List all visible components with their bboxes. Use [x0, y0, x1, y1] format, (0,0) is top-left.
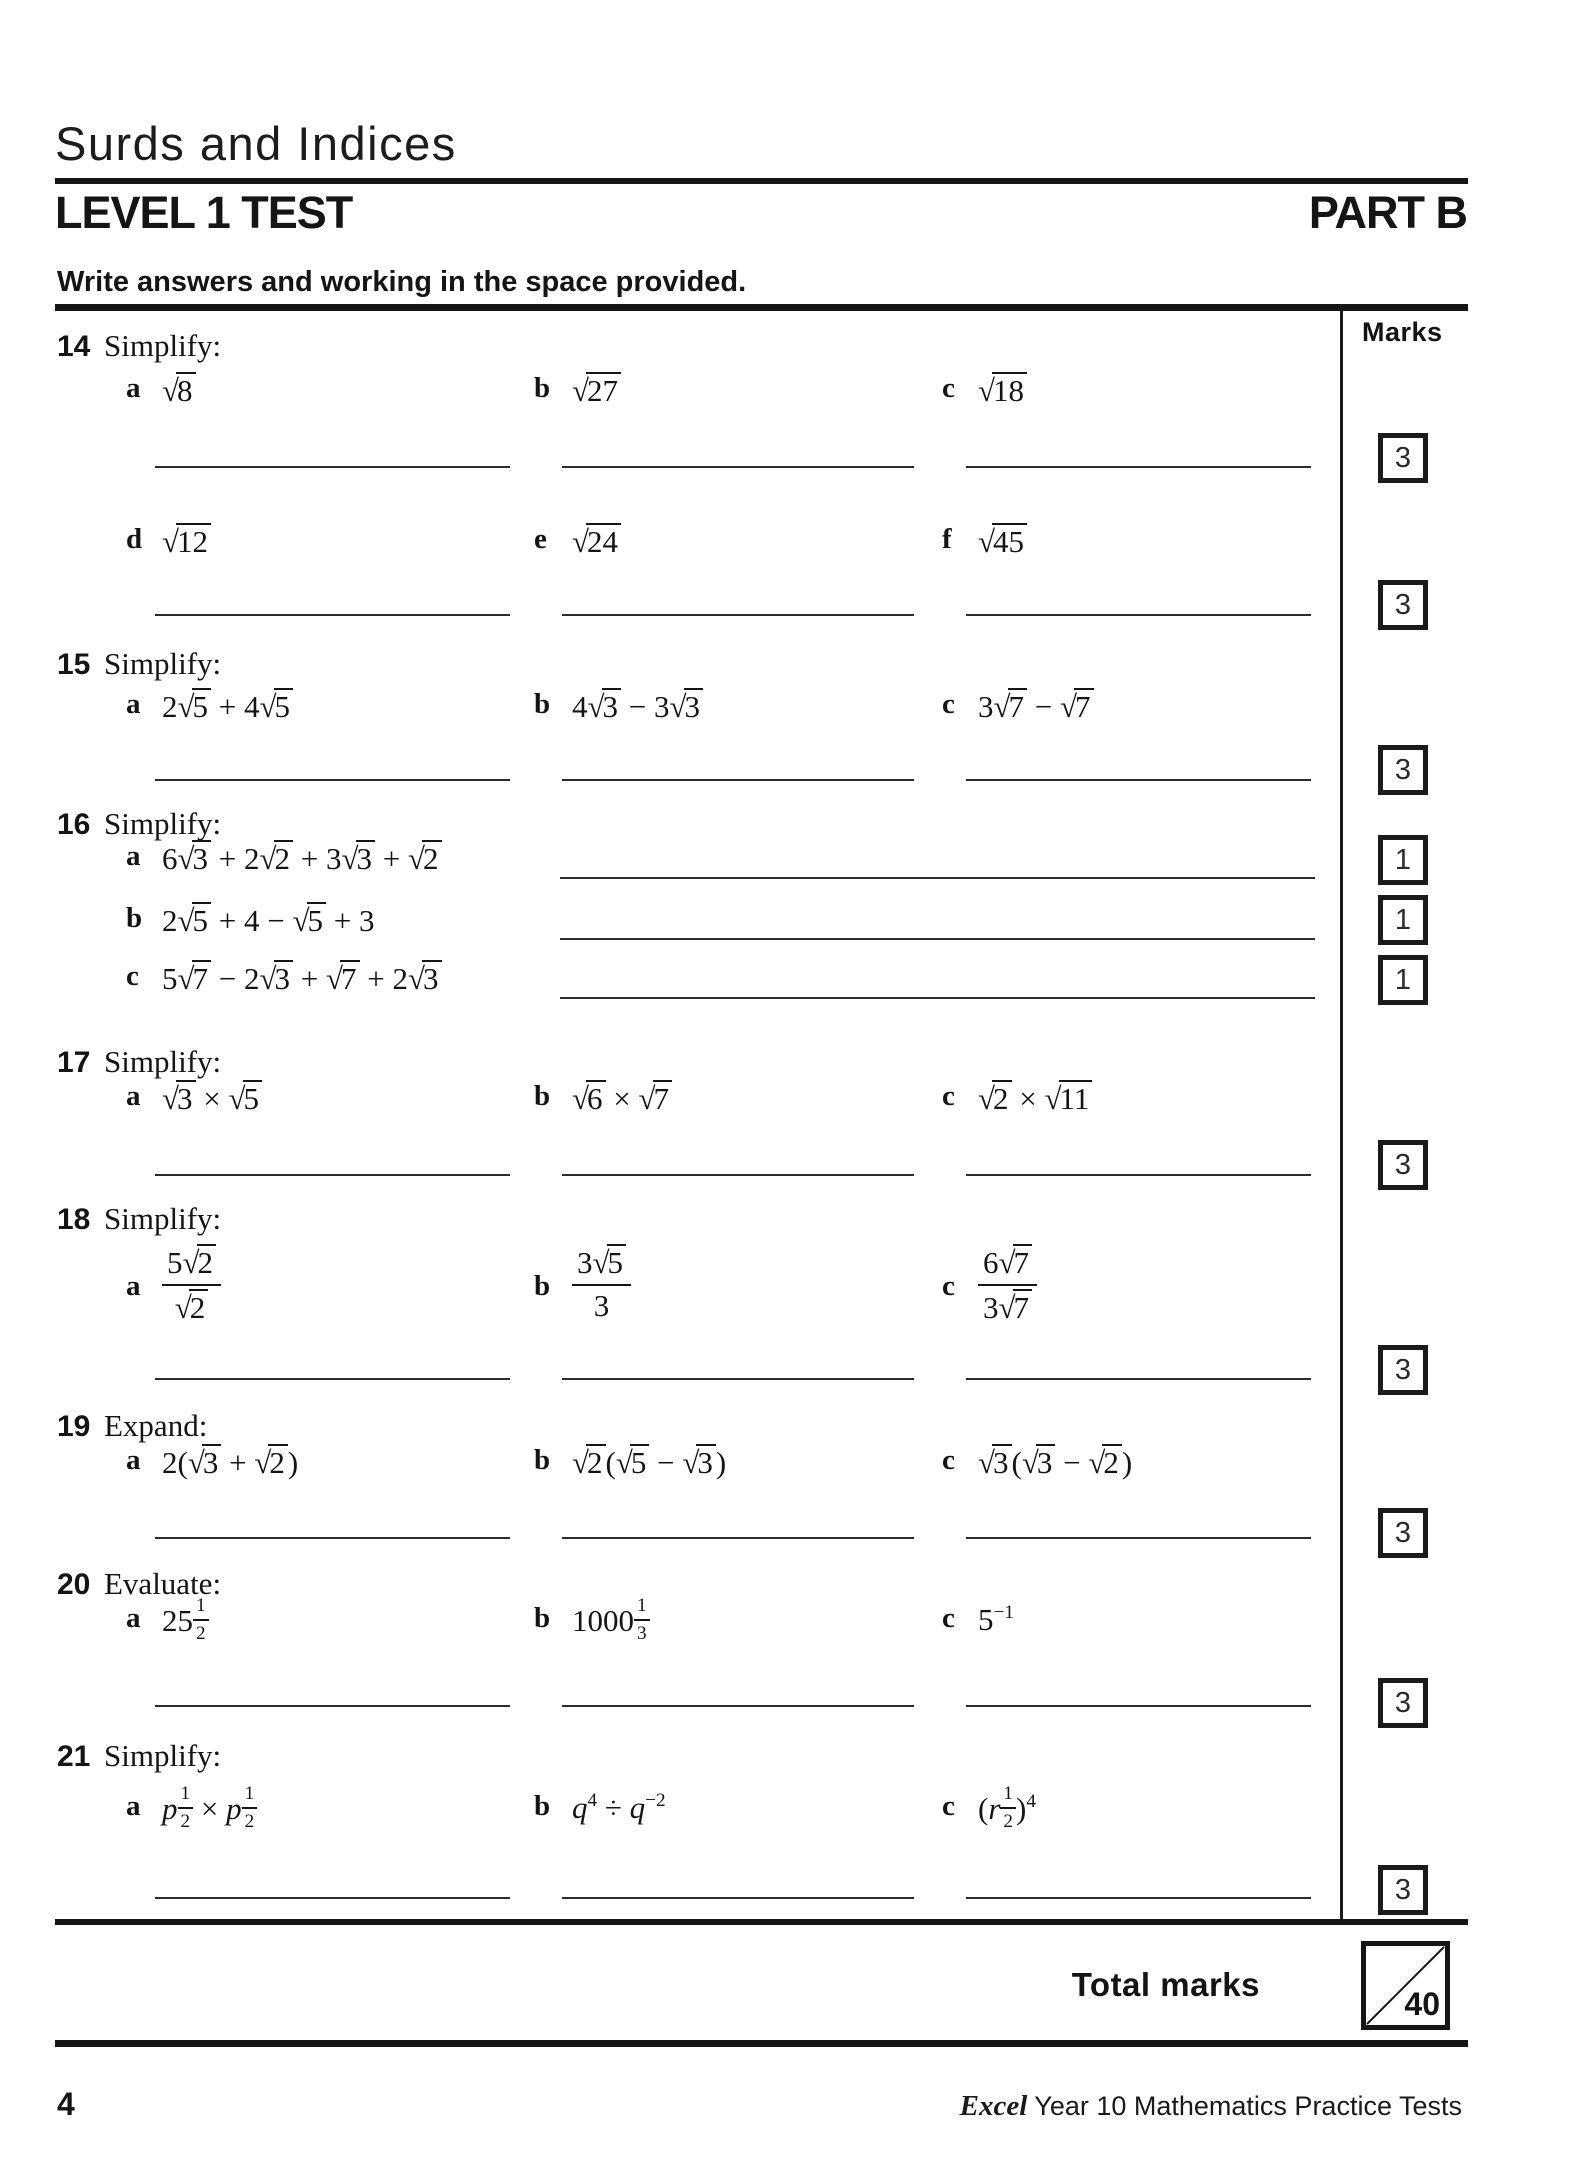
- marks-column-divider: [1340, 304, 1343, 1925]
- item-label: b: [534, 1080, 551, 1112]
- item-label: b: [534, 1790, 551, 1822]
- math-expression: $\frac{3√5}{3}$: [572, 1243, 631, 1323]
- item-label: b: [534, 372, 551, 404]
- math-expression: 6√3 + 2√2 + 3√3 + √2: [162, 840, 442, 878]
- math-expression: 2√5 + 4 − √5 + 3: [162, 903, 375, 938]
- level-row: [55, 187, 1467, 239]
- question-prompt: Expand:: [104, 1408, 208, 1443]
- item-label: c: [126, 960, 139, 992]
- math-expression: 4√3 − 3√3: [572, 688, 703, 726]
- math-expression: √3 × √5: [162, 1080, 262, 1118]
- item-label: a: [126, 1444, 141, 1476]
- answer-line: [562, 614, 914, 616]
- answer-line: [155, 779, 510, 781]
- question-number: 21: [57, 1740, 91, 1773]
- answer-line: [560, 877, 1315, 879]
- item-label: a: [126, 1080, 141, 1112]
- total-marks-value: 40: [1404, 1986, 1440, 2022]
- question-number: 16: [57, 808, 91, 841]
- item-label: d: [126, 523, 143, 555]
- marks-box: [1378, 1865, 1428, 1915]
- item-label: b: [126, 902, 143, 934]
- math-expression: $\frac{6√7}{3√7}$: [978, 1243, 1037, 1325]
- math-expression: √3(√3 − √2): [978, 1445, 1133, 1480]
- math-expression: 2√5 + 4√5: [162, 688, 293, 726]
- marks-value: 3: [1394, 1516, 1412, 1549]
- marks-value: 1: [1394, 903, 1412, 936]
- marks-box: [1378, 895, 1428, 945]
- instruction-text: Write answers and working in the space provided.: [57, 266, 747, 298]
- item-label: f: [942, 523, 952, 555]
- item-label: a: [126, 1270, 141, 1302]
- answer-line: [562, 1537, 914, 1539]
- marks-column-header: Marks: [1362, 317, 1443, 347]
- answer-line: [966, 1705, 1311, 1707]
- math-expression: 1000 $\frac{1}{3}$: [572, 1602, 650, 1651]
- marks-value: 3: [1394, 753, 1412, 786]
- math-expression: √27: [572, 372, 621, 410]
- marks-value: 3: [1394, 1873, 1412, 1906]
- item-label: c: [942, 372, 955, 404]
- answer-line: [966, 466, 1311, 468]
- item-label: c: [942, 1080, 955, 1112]
- math-expression: √12: [162, 523, 211, 561]
- math-expression: √18: [978, 372, 1027, 410]
- item-label: c: [942, 1790, 955, 1822]
- marks-value: 1: [1394, 963, 1412, 996]
- answer-line: [562, 779, 914, 781]
- part-label: PART B: [1308, 187, 1467, 238]
- answer-line: [966, 1537, 1311, 1539]
- item-label: e: [534, 523, 547, 555]
- marks-box: [1378, 433, 1428, 483]
- book-credit: [600, 2090, 1462, 2123]
- math-expression: 3√7 − √7: [978, 688, 1094, 726]
- item-label: c: [942, 1270, 955, 1302]
- item-label: a: [126, 688, 141, 720]
- question-number: 20: [57, 1568, 91, 1601]
- content-bottom-rule: [55, 1919, 1468, 1925]
- item-label: b: [534, 1444, 551, 1476]
- answer-line: [560, 997, 1315, 999]
- math-expression: √6 × √7: [572, 1080, 672, 1118]
- question-prompt: Simplify:: [104, 1044, 222, 1079]
- marks-box: [1378, 745, 1428, 795]
- question-prompt: Simplify:: [104, 1738, 222, 1773]
- marks-value: 3: [1394, 441, 1412, 474]
- answer-line: [155, 614, 510, 616]
- math-expression: 5−1: [978, 1602, 1014, 1637]
- title-rule: [55, 178, 1468, 184]
- answer-line: [562, 466, 914, 468]
- math-expression: 5√7 − 2√3 + √7 + 2√3: [162, 960, 442, 998]
- book-brand: Excel: [959, 2090, 1028, 2122]
- question-number: 18: [57, 1203, 91, 1236]
- math-expression: √2(√5 − √3): [572, 1445, 727, 1480]
- total-marks-box: [1361, 1941, 1450, 2030]
- marks-value: 3: [1394, 1686, 1412, 1719]
- answer-line: [155, 1537, 510, 1539]
- math-expression: p $\frac{1}{2}$ × p $\frac{1}{2}$: [162, 1790, 257, 1839]
- page-number: 4: [57, 2086, 75, 2122]
- math-expression: √2 × √11: [978, 1080, 1092, 1118]
- item-label: a: [126, 372, 141, 404]
- answer-line: [562, 1705, 914, 1707]
- question-prompt: Simplify:: [104, 646, 222, 681]
- answer-line: [560, 938, 1315, 940]
- item-label: b: [534, 1602, 551, 1634]
- item-label: c: [942, 1602, 955, 1634]
- question-number: 14: [57, 330, 91, 363]
- item-label: a: [126, 1602, 141, 1634]
- item-label: a: [126, 1790, 141, 1822]
- question-number: 15: [57, 648, 91, 681]
- math-expression: 2(√3 + √2): [162, 1445, 299, 1480]
- content-top-rule: [55, 304, 1468, 311]
- total-marks-label: Total marks: [1071, 1966, 1260, 2003]
- item-label: c: [942, 688, 955, 720]
- item-label: a: [126, 840, 141, 872]
- math-expression: √8: [162, 372, 196, 410]
- marks-box: [1378, 955, 1428, 1005]
- marks-box: [1378, 1345, 1428, 1395]
- answer-line: [562, 1174, 914, 1176]
- item-label: b: [534, 688, 551, 720]
- answer-line: [155, 1705, 510, 1707]
- math-expression: 25 $\frac{1}{2}$: [162, 1602, 209, 1651]
- marks-value: 3: [1394, 1148, 1412, 1181]
- answer-line: [966, 1897, 1311, 1899]
- item-label: b: [534, 1270, 551, 1302]
- page-title: Surds and Indices: [55, 117, 457, 170]
- answer-line: [155, 466, 510, 468]
- answer-line: [155, 1378, 510, 1380]
- math-expression: $\frac{5√2}{√2}$: [162, 1243, 221, 1325]
- marks-box: [1378, 1678, 1428, 1728]
- answer-line: [562, 1378, 914, 1380]
- question-prompt: Evaluate:: [104, 1566, 222, 1601]
- marks-box: [1378, 1508, 1428, 1558]
- book-title: Year 10 Mathematics Practice Tests: [1027, 2091, 1462, 2121]
- marks-box: [1378, 1140, 1428, 1190]
- marks-value: 3: [1394, 1353, 1412, 1386]
- math-expression: (r $\frac{1}{2}$ )4: [978, 1783, 1036, 1832]
- marks-value: 1: [1394, 843, 1412, 876]
- question-prompt: Simplify:: [104, 806, 222, 841]
- marks-box: [1378, 580, 1428, 630]
- math-expression: q4 ÷ q−2: [572, 1790, 666, 1825]
- page-bottom-rule: [55, 2040, 1468, 2047]
- answer-line: [155, 1174, 510, 1176]
- answer-line: [966, 1174, 1311, 1176]
- math-expression: √24: [572, 523, 621, 561]
- question-number: 17: [57, 1046, 91, 1079]
- answer-line: [966, 1378, 1311, 1380]
- answer-line: [155, 1897, 510, 1899]
- question-number: 19: [57, 1410, 91, 1443]
- question-prompt: Simplify:: [104, 1201, 222, 1236]
- marks-box: [1378, 835, 1428, 885]
- math-expression: √45: [978, 523, 1027, 561]
- level-title: LEVEL 1 TEST: [55, 187, 353, 238]
- answer-line: [966, 614, 1311, 616]
- marks-value: 3: [1394, 588, 1412, 621]
- answer-line: [966, 779, 1311, 781]
- item-label: c: [942, 1444, 955, 1476]
- answer-line: [562, 1897, 914, 1899]
- question-prompt: Simplify:: [104, 328, 222, 363]
